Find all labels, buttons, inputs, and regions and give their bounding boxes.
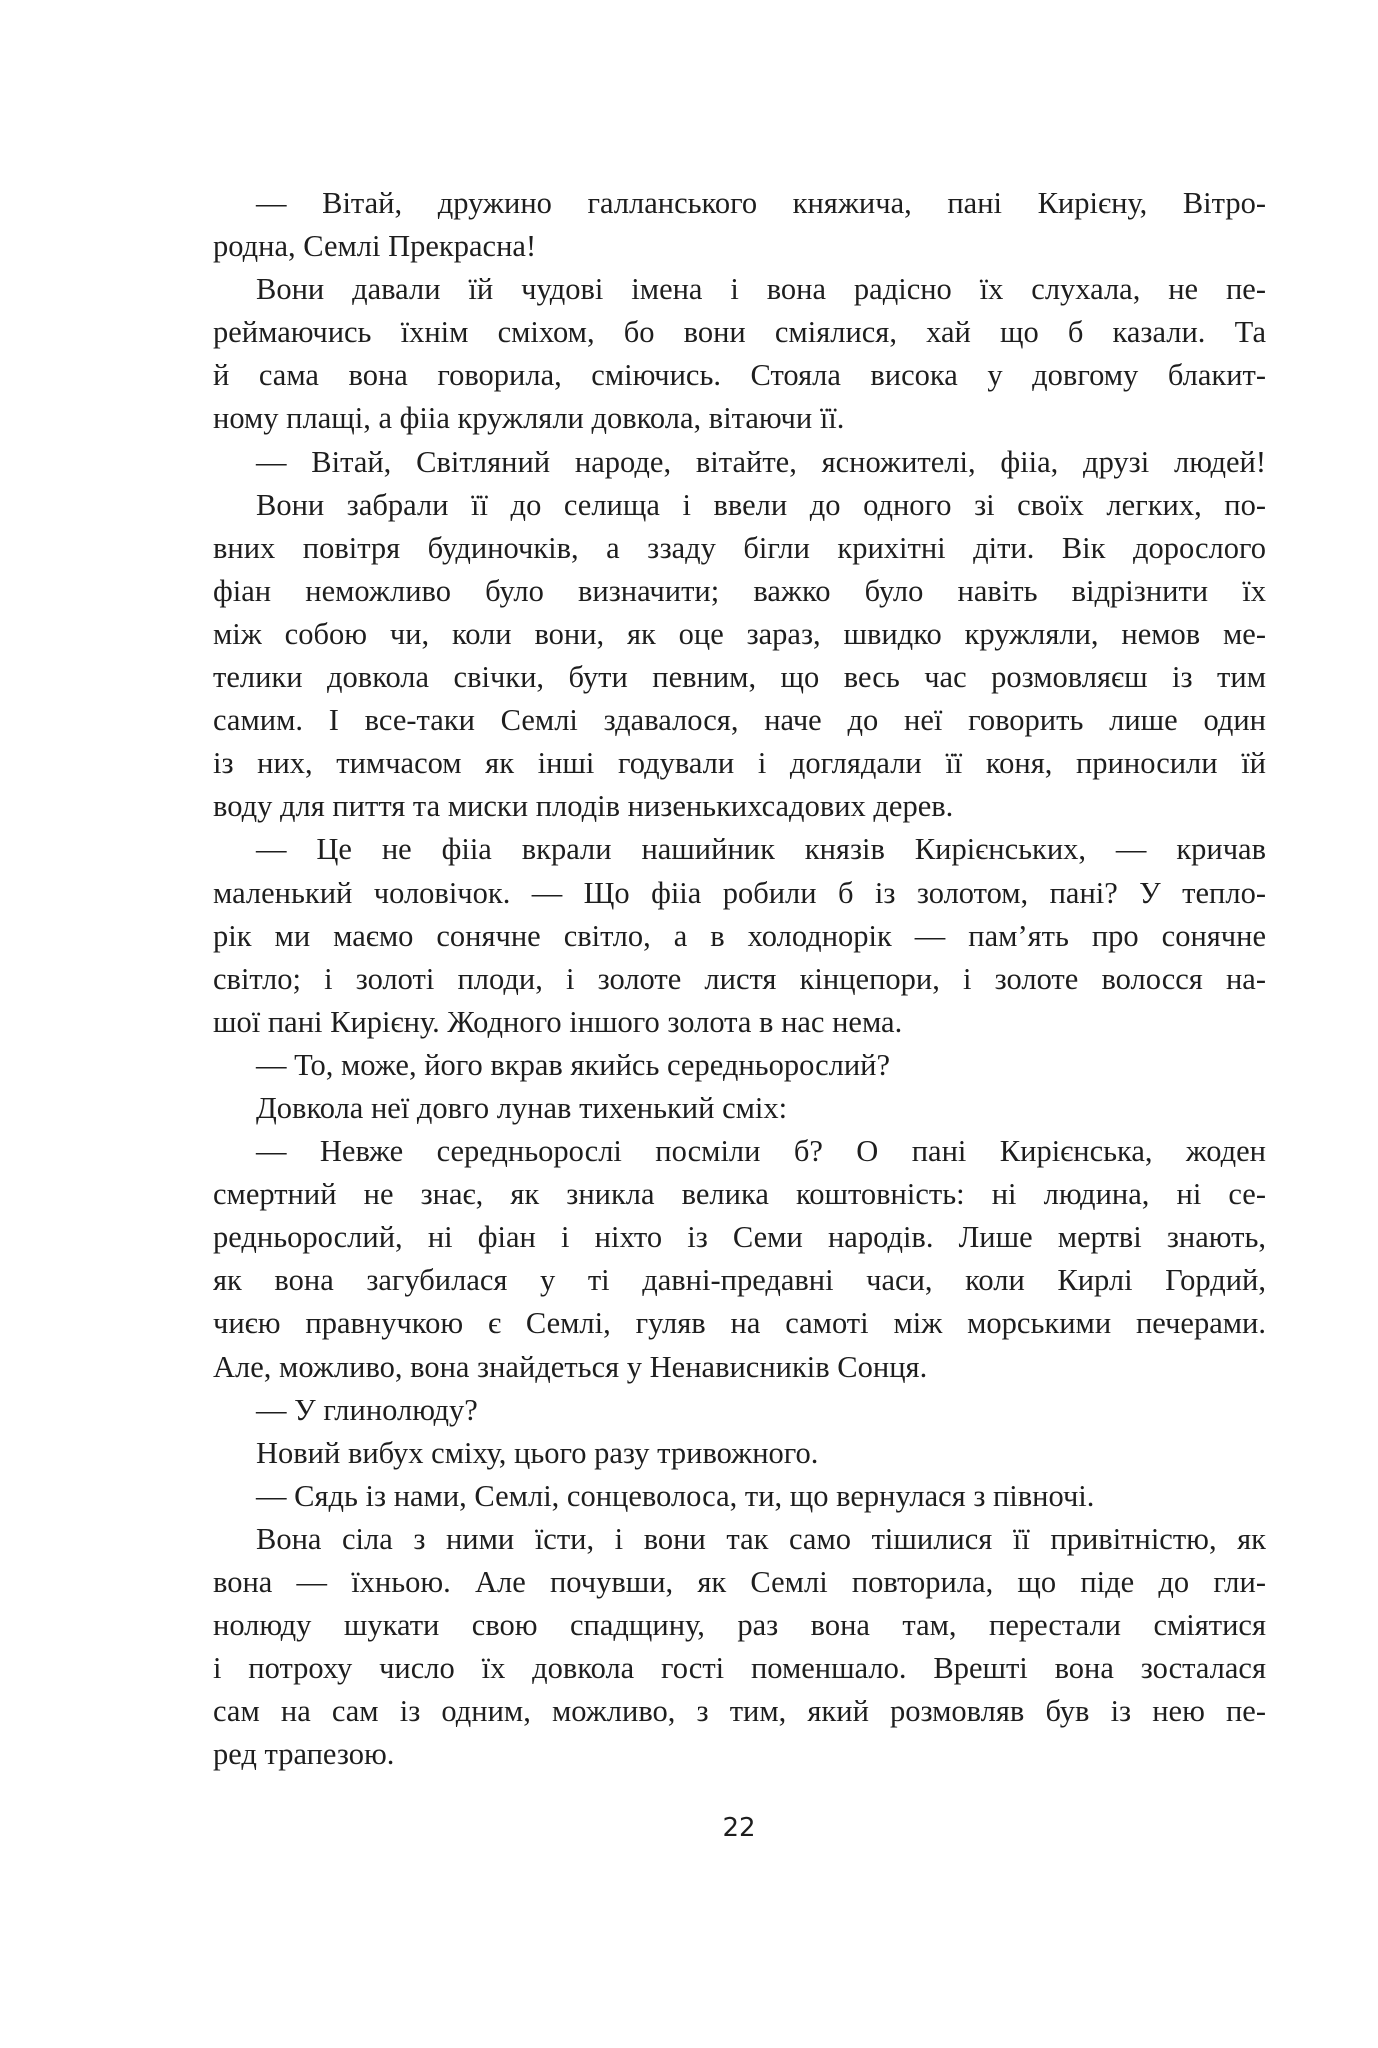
- text-line: редньорослий, ні фіан і ніхто із Семи народів. Лише мертві знають,: [213, 1220, 1266, 1255]
- text-line: телики довкола свічки, бути певним, що весь час розмовляєш із тим: [213, 660, 1266, 695]
- text-line: ному плащі, а фііа кружляли довкола, вітаючи її.: [213, 401, 845, 436]
- text-line: як вона загубилася у ті давні-предавні часи, коли Кирлі Гордий,: [213, 1263, 1266, 1298]
- text-line: між собою чи, коли вони, як оце зараз, швидко кружляли, немов ме-: [213, 616, 1266, 651]
- text-line: — То, може, його вкрав якийсь середньорослий?: [256, 1047, 891, 1082]
- text-line: — Невже середньорослі посміли б? О пані Кирієнська, жоден: [256, 1134, 1266, 1169]
- text-line: світло; і золоті плоди, і золоте листя кінцепори, і золоте волосся на-: [213, 961, 1266, 996]
- paragraph: [213, 1044, 1266, 1087]
- text-line: ред трапезою.: [213, 1737, 395, 1772]
- paragraph: [213, 1389, 1266, 1432]
- text-line: самим. І все-таки Семлі здавалося, наче до неї говорить лише один: [213, 703, 1266, 738]
- text-line: сам на сам із одним, можливо, з тим, який розмовляв був із нею пе-: [213, 1694, 1266, 1729]
- paragraph: [213, 268, 1266, 440]
- text-line: родна, Семлі Прекрасна!: [213, 229, 537, 264]
- text-line: — Вітай, дружино галланського княжича, пані Кирієну, Вітро-: [256, 186, 1266, 220]
- body-text: [213, 182, 1266, 1776]
- text-line: воду для пиття та миски плодів низенькихсадових дерев.: [213, 789, 954, 824]
- text-line: Новий вибух сміху, цього разу тривожного.: [256, 1435, 819, 1470]
- paragraph: [213, 828, 1266, 1043]
- text-line: — У глинолюду?: [256, 1392, 478, 1427]
- text-line: — Сядь із нами, Семлі, сонцеволоса, ти, що вернулася з півночі.: [256, 1478, 1095, 1513]
- paragraph: [213, 1432, 1266, 1475]
- paragraph: [213, 1087, 1266, 1130]
- text-line: із них, тимчасом як інші годували і доглядали її коня, приносили їй: [213, 746, 1266, 781]
- text-line: вона — їхньою. Але почувши, як Семлі повторила, що піде до гли-: [213, 1565, 1266, 1599]
- text-line: реймаючись їхнім сміхом, бо вони сміялися, хай що б казали. Та: [213, 315, 1266, 350]
- text-line: чиєю правнучкою є Семлі, гуляв на самоті між морськими печерами.: [213, 1306, 1266, 1341]
- text-line: вних повітря будиночків, а ззаду бігли крихітні діти. Вік дорослого: [213, 530, 1266, 565]
- text-line: — Вітай, Світляний народе, вітайте, ясножителі, фііа, друзі людей!: [256, 444, 1266, 479]
- text-line: Довкола неї довго лунав тихенький сміх:: [256, 1090, 788, 1125]
- text-line: маленький чоловічок. — Що фііа робили б із золотом, пані? У тепло-: [213, 875, 1266, 910]
- text-line: Вона сіла з ними їсти, і вони так само тішилися її привітністю, як: [256, 1521, 1266, 1556]
- text-line: Але, можливо, вона знайдеться у Ненависників Сонця.: [213, 1349, 928, 1384]
- text-line: й сама вона говорила, сміючись. Стояла висока у довгому блакит-: [213, 358, 1266, 393]
- text-line: шої пані Кирієну. Жодного іншого золота в нас нема.: [213, 1004, 903, 1039]
- paragraph: [213, 1475, 1266, 1518]
- text-line: рік ми маємо сонячне світло, а в холоднорік — пам’ять про сонячне: [213, 918, 1266, 953]
- text-line: смертний не знає, як зникла велика коштовність: ні людина, ні се-: [213, 1177, 1266, 1212]
- text-line: Вони забрали її до селища і ввели до одного зі своїх легких, по-: [256, 487, 1266, 522]
- text-line: нолюду шукати свою спадщину, раз вона там, перестали сміятися: [213, 1608, 1266, 1643]
- text-line: і потроху число їх довкола гості поменшало. Врешті вона зосталася: [213, 1651, 1266, 1686]
- page-number: 22: [722, 1813, 756, 1843]
- paragraph: [213, 1518, 1266, 1777]
- text-line: Вони давали їй чудові імена і вона радісно їх слухала, не пе-: [256, 272, 1266, 307]
- paragraph: [213, 484, 1266, 829]
- text-line: — Це не фііа вкрали нашийник князів Кирієнських, — кричав: [256, 832, 1266, 867]
- paragraph: [213, 441, 1266, 484]
- paragraph: [213, 182, 1266, 268]
- paragraph: [213, 1130, 1266, 1389]
- text-line: фіан неможливо було визначити; важко було навіть відрізнити їх: [213, 573, 1266, 608]
